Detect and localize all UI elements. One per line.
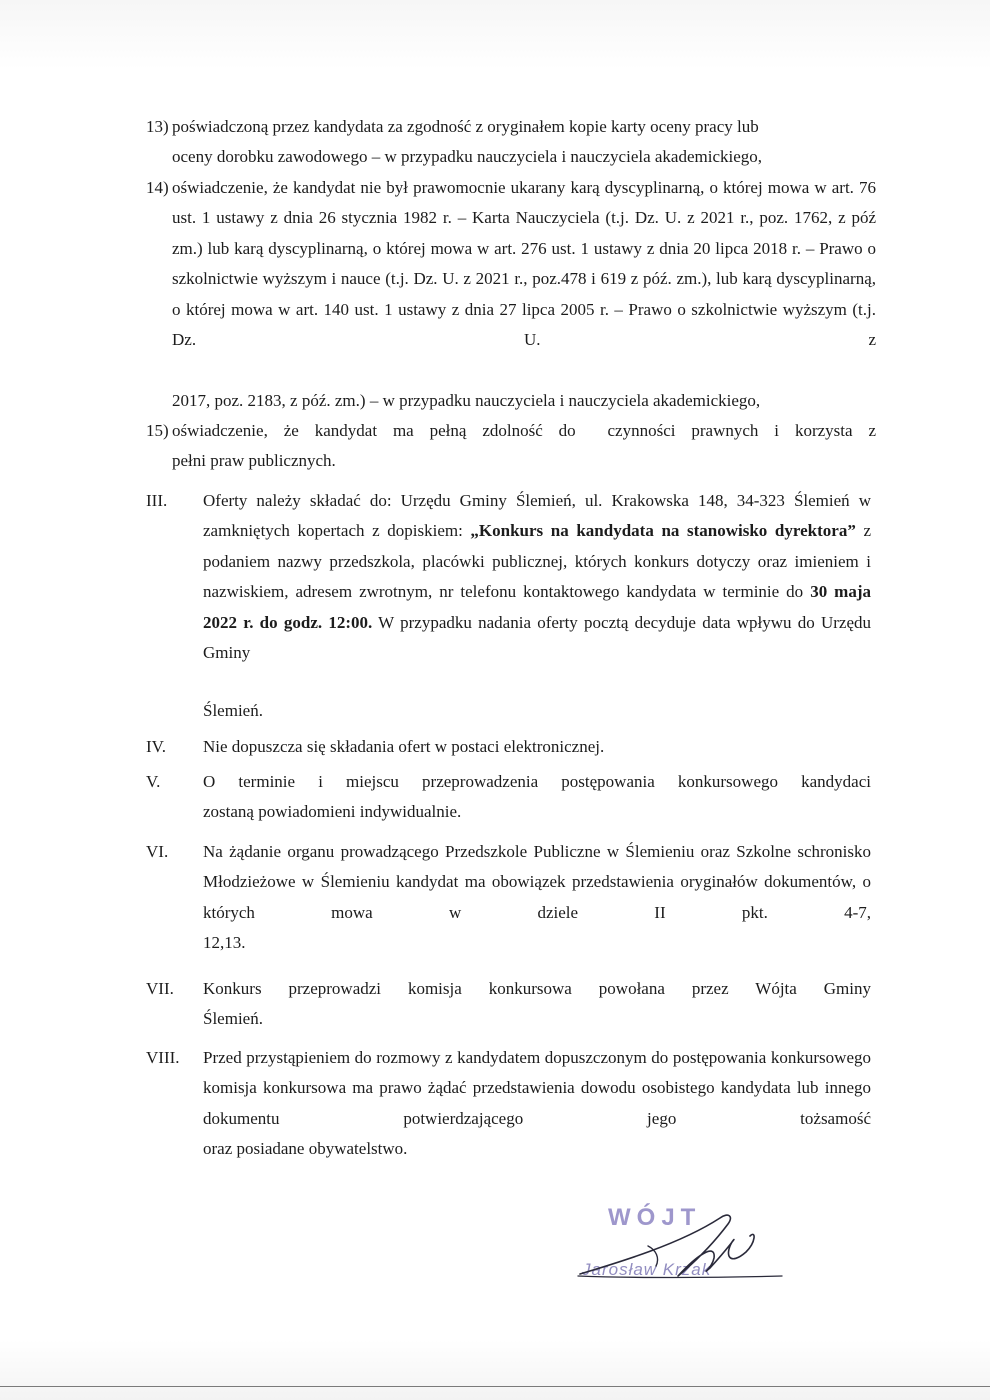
page-bottom-edge [0,1386,990,1387]
deadline: 30 maja 2022 r. do godz. 12:00. [203,582,872,632]
handwritten-signature [560,1196,800,1306]
section-3-text-a: Oferty należy składać do: Urzędu Gminy Ślemień, ul. Krakowska 148, 34-323 Ślemień w zamkniętych kopertach z dopiskiem: [203,491,871,541]
section-7-last-line: Ślemień. [203,1009,263,1028]
section-numeral: VII. [146,979,174,998]
section-numeral: VI. [146,842,169,861]
list-item-15-last-line: pełni praw publicznych. [172,451,336,470]
section-6-text: Na żądanie organu prowadzącego Przedszkole Publiczne w Ślemieniu oraz Szkolne schronisko Młodzieżowe w Ślemieniu kandydat ma obowiązek przedstawienia oryginałów dokumentów, o których mowa w dziele II pkt. 4-7, [203,842,871,922]
section-5-text: O terminie i miejscu przeprowadzenia postępowania konkursowego kandydaci [203,772,871,791]
stamp-name: Jarosław Krzak [582,1260,712,1279]
section-numeral: IV. [146,737,166,756]
section-8-last-line: oraz posiadane obywatelstwo. [203,1139,408,1158]
section-6-last-line: 12,13. [203,933,246,952]
list-item-number: 13) [146,117,169,136]
list-item-14-last-line: 2017, poz. 2183, z póź. zm.) – w przypadku nauczyciela i nauczyciela akademickiego, [172,391,761,410]
section-7-text: Konkurs przeprowadzi komisja konkursowa powołana przez Wójta Gminy [203,979,871,998]
list-item-15-text: oświadczenie, że kandydat ma pełną zdolność do czynności prawnych i korzysta z [172,421,876,440]
section-numeral: V. [146,772,161,791]
section-3-text-b: z podaniem nazwy przedszkola, placówki publicznej, których konkurs dotyczy oraz imieniem i nazwiskiem, adresem zwrotnym, nr telefonu kontaktowego kandydata w terminie do [203,521,871,602]
section-3-text [203,486,871,668]
section-4-text: Nie dopuszcza się składania ofert w postaci elektronicznej. [203,737,605,756]
section-3-text-c: W przypadku nadania oferty pocztą decyduje data wpływu do Urzędu Gminy [203,612,871,663]
section-5-last-line: zostaną powiadomieni indywidualnie. [203,802,462,821]
signature-stamp [560,1196,800,1306]
list-item-number: 15) [146,421,169,440]
list-item-13-line2: oceny dorobku zawodowego – w przypadku nauczyciela i nauczyciela akademickiego, [172,147,763,166]
section-numeral: VIII. [146,1048,180,1067]
section-3-last-line: Ślemień. [203,701,263,720]
list-item-14-text: oświadczenie, że kandydat nie był prawomocnie ukarany karą dyscyplinarną, o której mowa w art. 76 ust. 1 ustawy z dnia 26 stycznia 1982 r. – Karta Nauczyciela (t.j. Dz. U. z 2021 r., poz. 1762, z póź zm.) lub karą dyscyplinarną, o której mowa w art. 276 ust. 1 ustawy z dnia 20 lipca 2018 r. – Prawo o szkolnictwie wyższym i nauce (t.j. Dz. U. z 2021 r., poz.478 i 619 z póź. zm.), lub karą dyscyplinarną, o której mowa w art. 140 ust. 1 ustawy z dnia 27 lipca 2005 r. – Prawo o szkolnictwie wyższym (t.j. Dz. U. z [172,178,876,350]
section-numeral: III. [146,491,168,510]
list-item-number: 14) [146,178,169,197]
section-8-text: Przed przystąpieniem do rozmowy z kandydatem dopuszczonym do postępowania konkursowego komisja konkursowa ma prawo żądać przedstawienia dowodu osobistego kandydata lub innego dokumentu potwierdzającego jego tożsamość [203,1048,871,1128]
stamp-title: WÓJT [608,1204,702,1231]
contest-title: „Konkurs na kandydata na stanowisko dyrektora” [470,521,856,541]
list-item-13-line1: poświadczoną przez kandydata za zgodność z oryginałem kopie karty oceny pracy lub [172,117,759,136]
